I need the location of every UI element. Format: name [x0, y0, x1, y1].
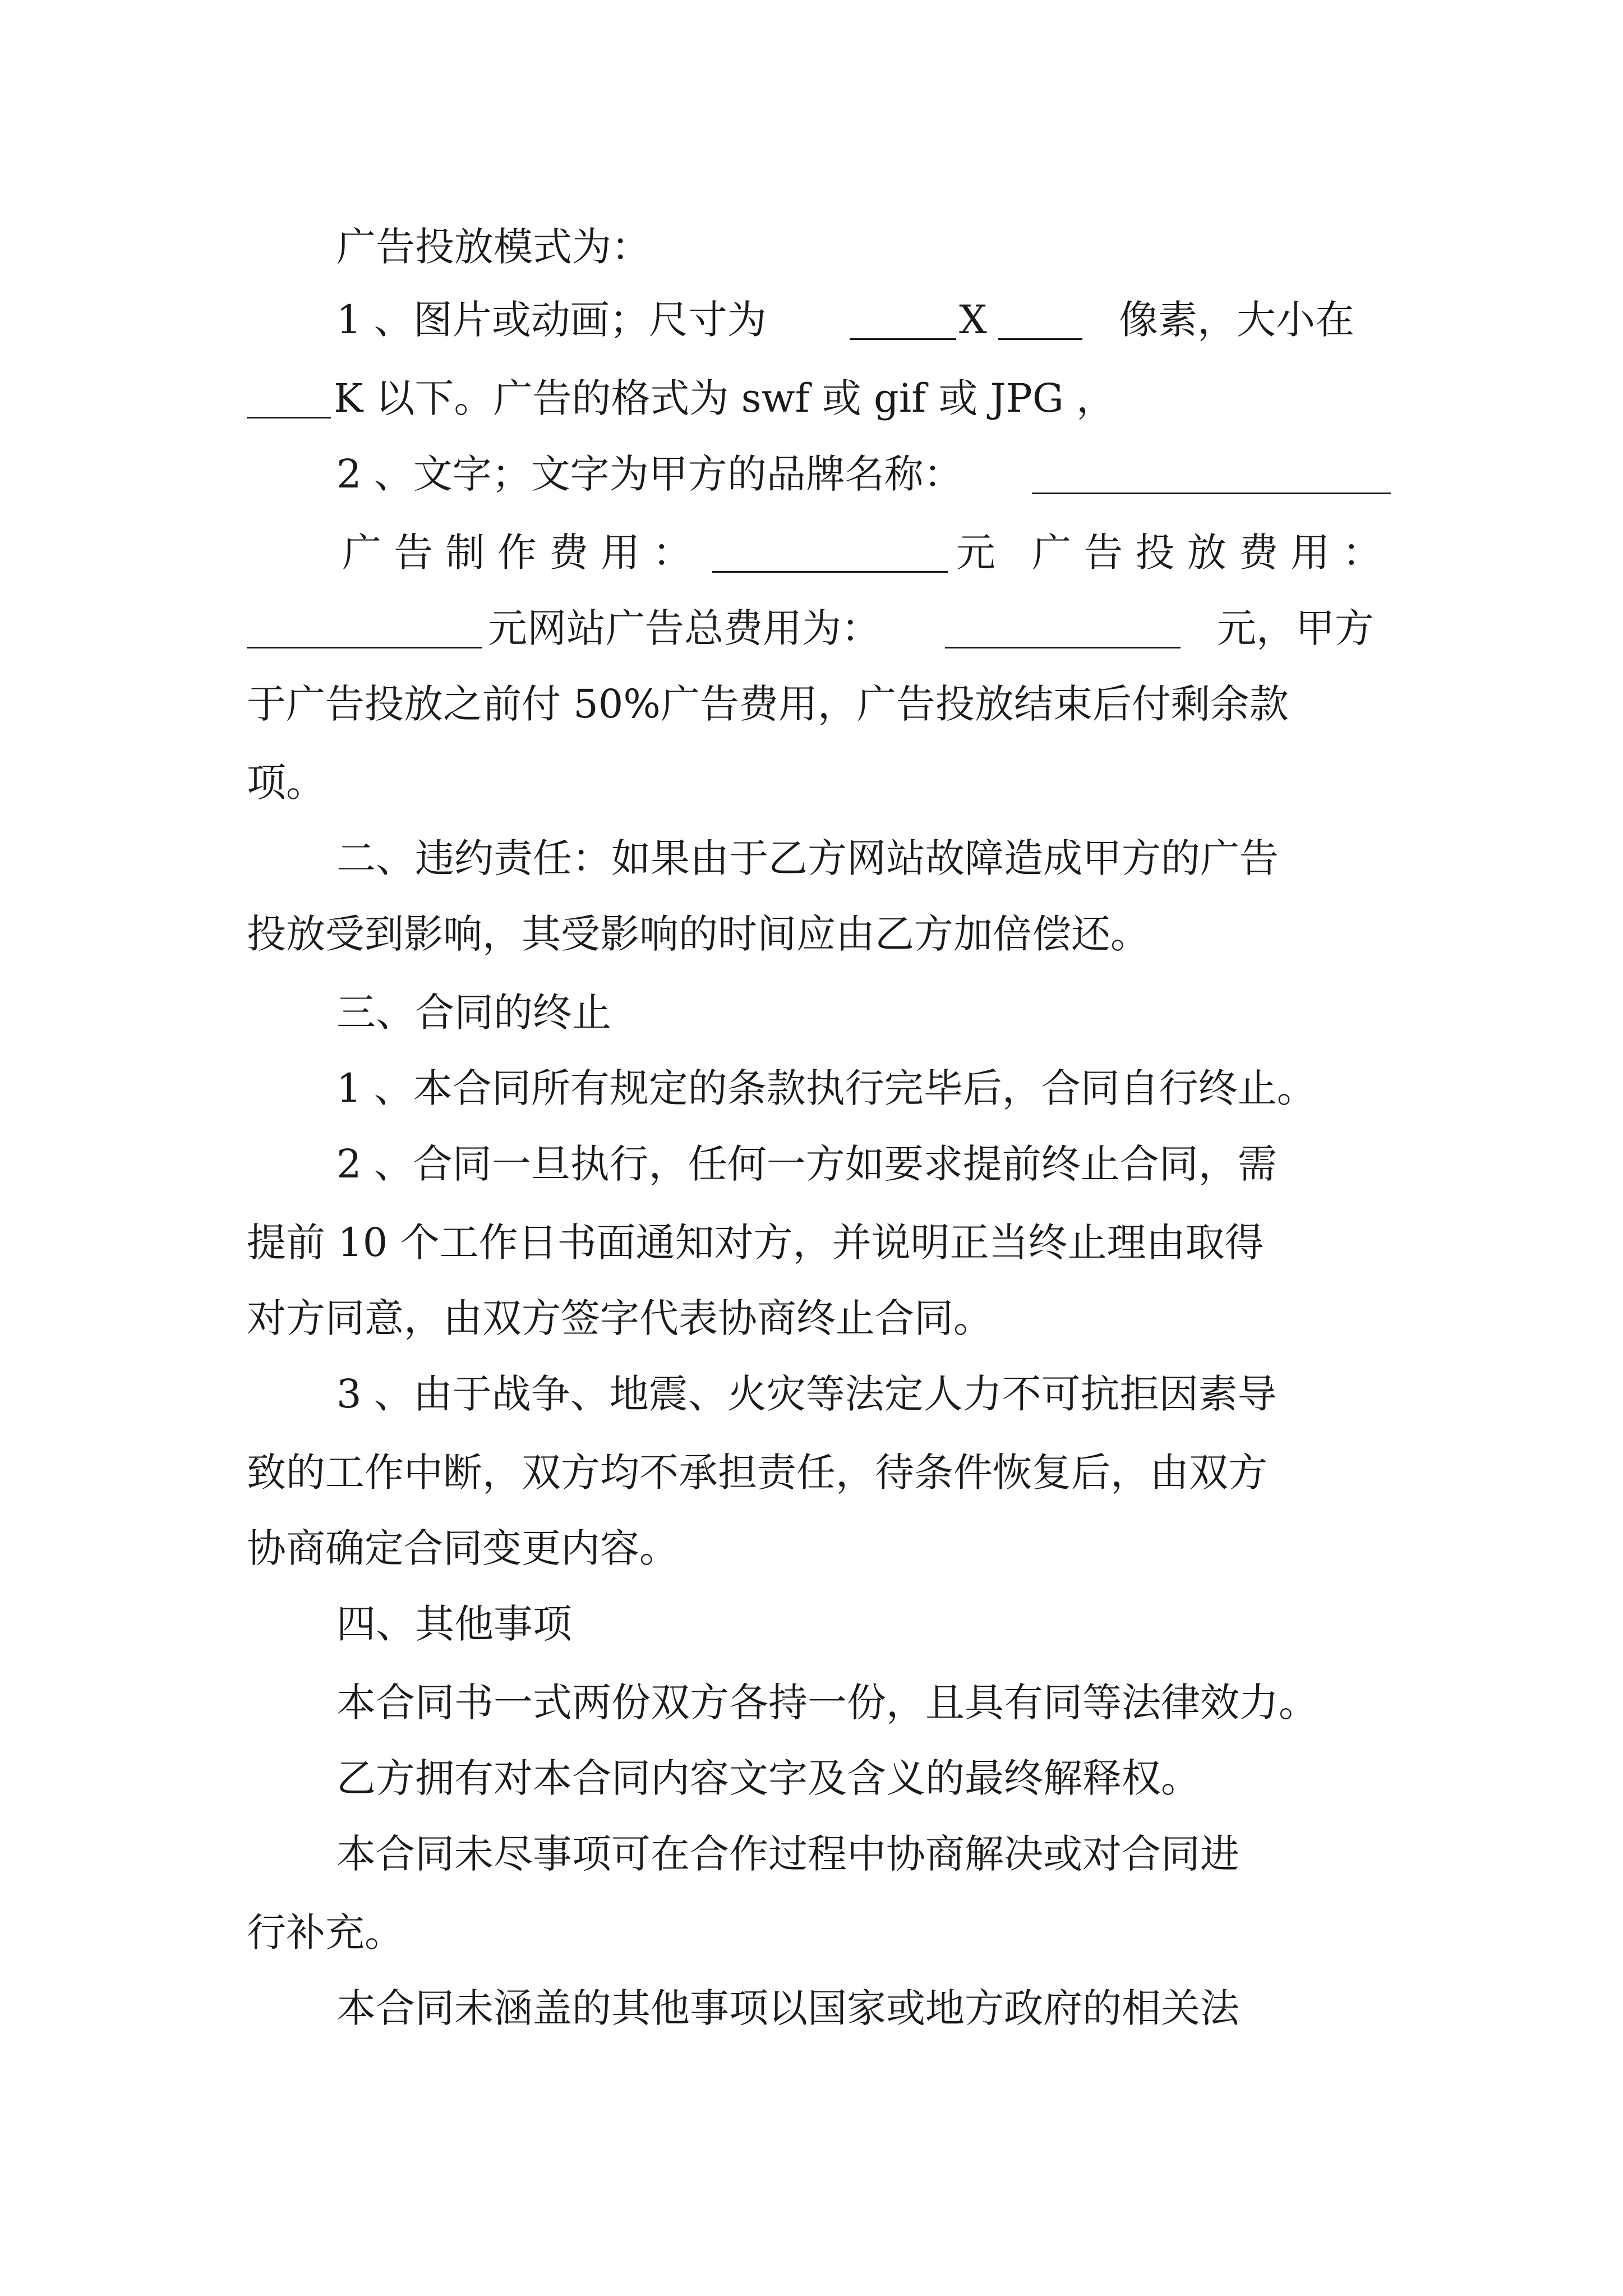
text-line [247, 1287, 1391, 1349]
line-text: 行补充。 [247, 1910, 404, 1955]
text-line [247, 522, 1391, 583]
text-line [336, 289, 1391, 351]
line-text: 三、合同的终止 [336, 990, 611, 1036]
fill-in-blank [945, 610, 1181, 648]
section-heading [336, 1593, 1391, 1655]
fill-in-blank [850, 301, 956, 340]
text-line [336, 216, 1391, 278]
fill-in-blank [247, 380, 331, 418]
line-text: 对方同意，由双方签字代表协商终止合同。 [247, 1295, 993, 1341]
text-line [247, 1902, 1391, 1963]
line-text: 项。 [247, 760, 325, 806]
line-text: 3 、由于战争、地震、火灾等法定人力不可抗拒因素导 [336, 1371, 1277, 1417]
text-line [336, 1133, 1391, 1195]
text-line [247, 1212, 1391, 1273]
text-line [247, 673, 1391, 735]
line-text: 广 告 制 作 费 用 ： [342, 530, 692, 576]
text-line [336, 1057, 1391, 1119]
fill-in-blank [247, 610, 482, 648]
text-line [336, 827, 1391, 889]
line-text: 元网站广告总费用为： [488, 605, 880, 651]
line-text: 元，甲方 [1217, 605, 1374, 651]
text-line [247, 1517, 1391, 1579]
text-line [247, 597, 1391, 659]
line-text: 四、其他事项 [336, 1601, 572, 1647]
text-line [336, 1672, 1391, 1733]
text-line [336, 1747, 1391, 1809]
line-text: 1 、图片或动画；尺寸为 [336, 297, 767, 343]
line-text: K 以下。广告的格式为 swf 或 gif 或 JPG ， [334, 375, 1115, 421]
text-line [336, 1823, 1391, 1885]
text-line [247, 367, 1391, 429]
line-text: 广 告 投 放 费 用 ： [1032, 530, 1382, 576]
line-text: 于广告投放之前付 50%广告费用，广告投放结束后付剩余款 [247, 681, 1289, 727]
text-line [247, 1442, 1391, 1503]
text-line [336, 1363, 1391, 1425]
line-text: 投放受到影响，其受影响的时间应由乙方加倍偿还。 [247, 911, 1150, 957]
line-text: 1 、本合同所有规定的条款执行完毕后，合同自行终止。 [336, 1065, 1316, 1111]
text-line [247, 752, 1391, 813]
text-line [336, 443, 1391, 505]
line-text: 本合同未涵盖的其他事项以国家或地方政府的相关法 [336, 1985, 1239, 2031]
fill-in-blank [1032, 455, 1391, 494]
text-line [247, 903, 1391, 965]
line-text: 像素，大小在 [1119, 297, 1354, 343]
line-text: 广告投放模式为： [336, 224, 651, 270]
line-text: 元 [956, 530, 995, 576]
text-line [336, 982, 1391, 1043]
line-text: 本合同书一式两份双方各持一份，且具有同等法律效力。 [336, 1680, 1318, 1726]
line-text: 提前 10 个工作日书面通知对方，并说明正当终止理由取得 [247, 1220, 1264, 1266]
fill-in-blank [712, 534, 948, 573]
line-text: 2 、文字；文字为甲方的品牌名称： [336, 451, 963, 497]
line-text: 乙方拥有对本合同内容文字及含义的最终解释权。 [336, 1755, 1200, 1801]
line-text: 致的工作中断，双方均不承担责任，待条件恢复后，由双方 [247, 1450, 1267, 1496]
line-text: 协商确定合同变更内容。 [247, 1525, 679, 1571]
text-line [336, 1977, 1391, 2039]
line-text: 本合同未尽事项可在合作过程中协商解决或对合同进 [336, 1831, 1239, 1877]
line-text: 2 、合同一旦执行，任何一方如要求提前终止合同，需 [336, 1141, 1277, 1187]
line-text: X [959, 297, 987, 343]
line-text: 二、违约责任：如果由于乙方网站故障造成甲方的广告 [336, 835, 1279, 881]
fill-in-blank [998, 301, 1082, 340]
